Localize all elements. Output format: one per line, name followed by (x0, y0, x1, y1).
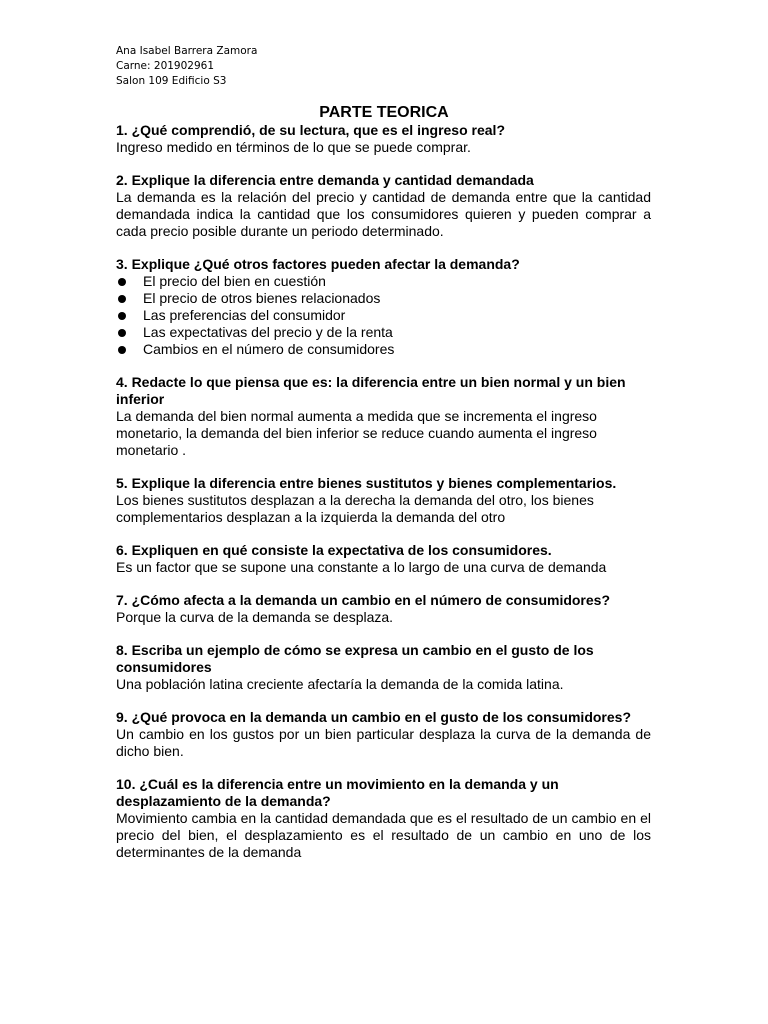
question-6 (116, 542, 651, 576)
answer-text: La demanda del bien normal aumenta a medida que se incrementa el ingreso monetario, la demanda del bien inferior se reduce cuando aumenta el ingreso monetario . (116, 408, 597, 458)
list-item (116, 324, 651, 341)
question-text: 3. Explique ¿Qué otros factores pueden afectar la demanda? (116, 256, 520, 272)
question-1 (116, 122, 651, 156)
question-9 (116, 709, 651, 760)
page-title: PARTE TEORICA (319, 104, 449, 121)
list-item (116, 307, 651, 324)
answer-text: Porque la curva de la demanda se desplaza. (116, 609, 394, 625)
answer-text: Un cambio en los gustos por un bien particular desplaza la curva de la demanda de dicho bien. (116, 726, 651, 759)
questions-list (116, 122, 651, 877)
bullet-icon (118, 278, 126, 286)
list-item-text: Las preferencias del consumidor (143, 307, 346, 323)
list-item-text: El precio del bien en cuestión (143, 273, 326, 289)
classroom: Salon 109 Edificio S3 (116, 75, 227, 87)
answer-text: Los bienes sustitutos desplazan a la derecha la demanda del otro, los bienes complementarios desplazan a la izquierda la demanda del otro (116, 492, 594, 525)
list-item-text: El precio de otros bienes relacionados (143, 290, 381, 306)
list-item (116, 290, 651, 307)
question-text: 7. ¿Cómo afecta a la demanda un cambio en el número de consumidores? (116, 592, 611, 608)
question-4 (116, 374, 651, 459)
student-name: Ana Isabel Barrera Zamora (116, 45, 258, 57)
question-5 (116, 475, 651, 526)
answer-text: Es un factor que se supone una constante a lo largo de una curva de demanda (116, 559, 607, 575)
list-item-text: Cambios en el número de consumidores (143, 341, 395, 357)
list-item (116, 341, 651, 358)
question-text: 10. ¿Cuál es la diferencia entre un movimiento en la demanda y un desplazamiento de la demanda? (116, 776, 559, 809)
question-text: 9. ¿Qué provoca en la demanda un cambio en el gusto de los consumidores? (116, 709, 631, 725)
question-text: 2. Explique la diferencia entre demanda y cantidad demandada (116, 172, 534, 188)
question-text: 6. Expliquen en qué consiste la expectativa de los consumidores. (116, 542, 552, 558)
question-7 (116, 592, 651, 626)
answer-text: La demanda es la relación del precio y cantidad de demanda entre que la cantidad demandada indica la cantidad que los consumidores quieren y pueden comprar a cada precio posible durante un periodo determinado. (116, 189, 651, 239)
question-text: 8. Escriba un ejemplo de cómo se expresa un cambio en el gusto de los consumidores (116, 642, 594, 675)
question-text: 4. Redacte lo que piensa que es: la diferencia entre un bien normal y un bien inferior (116, 374, 626, 407)
question-2 (116, 172, 651, 240)
list-item (116, 273, 651, 290)
bullet-icon (118, 346, 126, 354)
list-item-text: Las expectativas del precio y de la renta (143, 324, 393, 340)
question-text: 1. ¿Qué comprendió, de su lectura, que es el ingreso real? (116, 122, 505, 138)
bullet-icon (118, 295, 126, 303)
question-text: 5. Explique la diferencia entre bienes sustitutos y bienes complementarios. (116, 475, 617, 491)
answer-text: Ingreso medido en términos de lo que se puede comprar. (116, 139, 471, 155)
bullet-icon (118, 329, 126, 337)
bullet-icon (118, 312, 126, 320)
answer-text: Movimiento cambia en la cantidad demandada que es el resultado de un cambio en el precio del bien, el desplazamiento es el resultado de un cambio en uno de los determinantes de la demanda (116, 810, 651, 860)
question-10 (116, 776, 651, 861)
answer-text: Una población latina creciente afectaría la demanda de la comida latina. (116, 676, 564, 692)
question-3 (116, 256, 651, 358)
factor-list (116, 273, 651, 358)
student-id: Carne: 201902961 (116, 60, 215, 72)
student-header (116, 44, 257, 89)
question-8 (116, 642, 651, 693)
